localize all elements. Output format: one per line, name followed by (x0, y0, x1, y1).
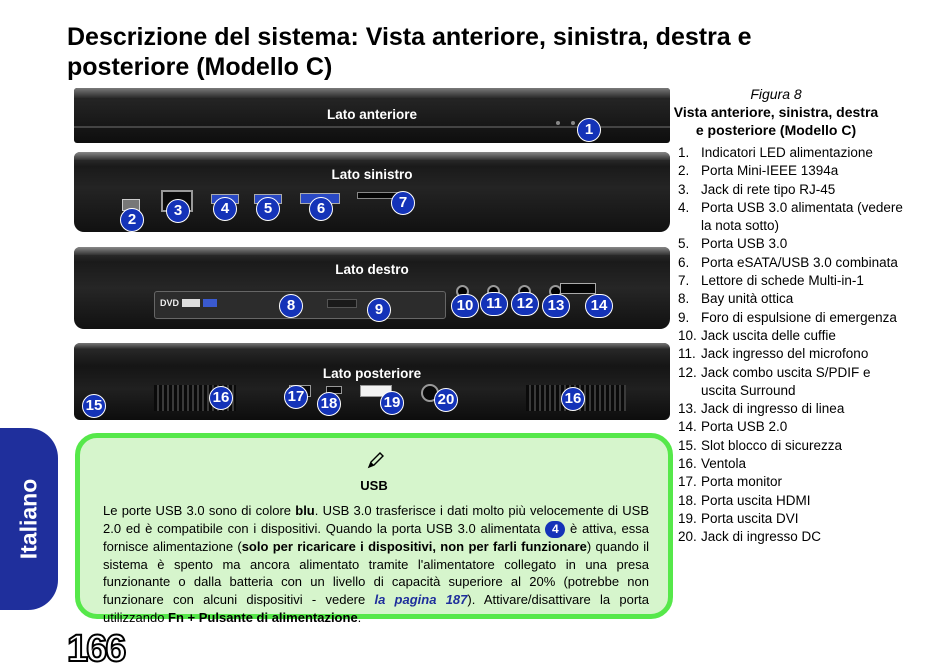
callout-7: 7 (391, 191, 415, 215)
list-item: 16. Ventola (678, 456, 747, 472)
callout-17: 17 (284, 385, 308, 409)
callout-15: 15 (82, 394, 106, 418)
list-item: 13. Jack di ingresso di linea (678, 401, 845, 417)
language-tab (0, 428, 58, 610)
callout-16a: 16 (209, 386, 233, 410)
callout-5: 5 (256, 197, 280, 221)
callout-13: 13 (542, 294, 570, 318)
pen-icon (366, 450, 386, 470)
callout-18: 18 (317, 392, 341, 416)
callout-12: 12 (511, 292, 539, 316)
callout-8: 8 (279, 294, 303, 318)
note-body: Le porte USB 3.0 sono di colore blu. USB 3.0 trasferisce i dati molto più velocemente di USB 2.0 ed è compatibile con i dispositivi. Quando la porta USB 3.0 alimentata 4 è attiva, essa fornisce alimentazione (solo per ricaricare i dispositivi, non per farli funzionare) quando il sistema è spento ma ancora alimentato tramite l'alimentatore collegato in una presa funzionante o dalla batteria con un livello di capacità superiore al 20% (potrebbe non funzionare con alcuni dispositivi - vedere la pagina 187). Attivare/disattivare la porta utilizzando Fn + Pulsante di alimentazione. (103, 503, 649, 626)
list-item: 19. Porta uscita DVI (678, 510, 799, 526)
figure-title: Vista anteriore, sinistra, destra e posteriore (Modello C) (673, 104, 879, 138)
list-item: 14. Porta USB 2.0 (678, 419, 788, 435)
front-view-image (74, 88, 670, 143)
list-item: 8. Bay unità ottica (678, 291, 794, 307)
page-title: Descrizione del sistema: Vista anteriore, sinistra, destra e posteriore (Modello C) (67, 23, 752, 81)
list-item: 3. Jack di rete tipo RJ-45 (678, 181, 836, 197)
callout-20: 20 (434, 388, 458, 412)
callout-14: 14 (585, 294, 613, 318)
callout-9: 9 (367, 298, 391, 322)
list-item: 17. Porta monitor (678, 474, 783, 490)
left-view-label: Lato sinistro (331, 167, 413, 182)
list-item: 9. Foro di espulsione di emergenza (678, 309, 897, 325)
front-view-label: Lato anteriore (326, 107, 418, 122)
list-item: 4. Porta USB 3.0 alimentata (vedere la nota sotto) (678, 199, 903, 234)
list-item: 20. Jack di ingresso DC (678, 529, 822, 545)
list-item: 12. Jack combo uscita S/PDIF e uscita Surround (678, 364, 871, 398)
callout-4: 4 (213, 197, 237, 221)
callout-11: 11 (480, 292, 508, 316)
figure-caption: Figura 8 (750, 86, 802, 102)
callout-1: 1 (577, 118, 601, 142)
list-item: 15. Slot blocco di sicurezza (678, 437, 843, 453)
callout-19: 19 (380, 391, 404, 415)
dvd-logo: DVD (160, 298, 180, 308)
list-item: 2. Porta Mini-IEEE 1394a (678, 163, 839, 179)
left-view-image (74, 152, 670, 232)
callout-3: 3 (166, 199, 190, 223)
callout-10: 10 (451, 294, 479, 318)
list-item: 10. Jack uscita delle cuffie (678, 327, 836, 343)
language-tab-label: Italiano (15, 478, 42, 560)
page-187-link[interactable]: la pagina 187 (374, 592, 468, 608)
right-view-image (74, 247, 670, 329)
callout-16b: 16 (561, 387, 585, 411)
page-number: 166 (67, 628, 125, 670)
callout-2: 2 (120, 208, 144, 232)
usb-note-box (75, 433, 673, 626)
list-item: 7. Lettore di schede Multi-in-1 (678, 273, 864, 289)
list-item: 6. Porta eSATA/USB 3.0 combinata (678, 254, 898, 270)
rear-view-image (74, 343, 670, 420)
note-heading: USB (360, 478, 388, 493)
figure-caption-block (672, 85, 880, 139)
list-item: 1. Indicatori LED alimentazione (678, 145, 873, 160)
inline-callout-4: 4 (545, 521, 565, 538)
callout-6: 6 (309, 197, 333, 221)
list-item: 5. Porta USB 3.0 (678, 236, 788, 252)
rear-view-label: Lato posteriore (322, 366, 422, 381)
list-item: 18. Porta uscita HDMI (678, 492, 811, 508)
legend-list (678, 144, 903, 547)
list-item: 11. Jack ingresso del microfono (678, 346, 869, 362)
right-view-label: Lato destro (335, 262, 409, 277)
